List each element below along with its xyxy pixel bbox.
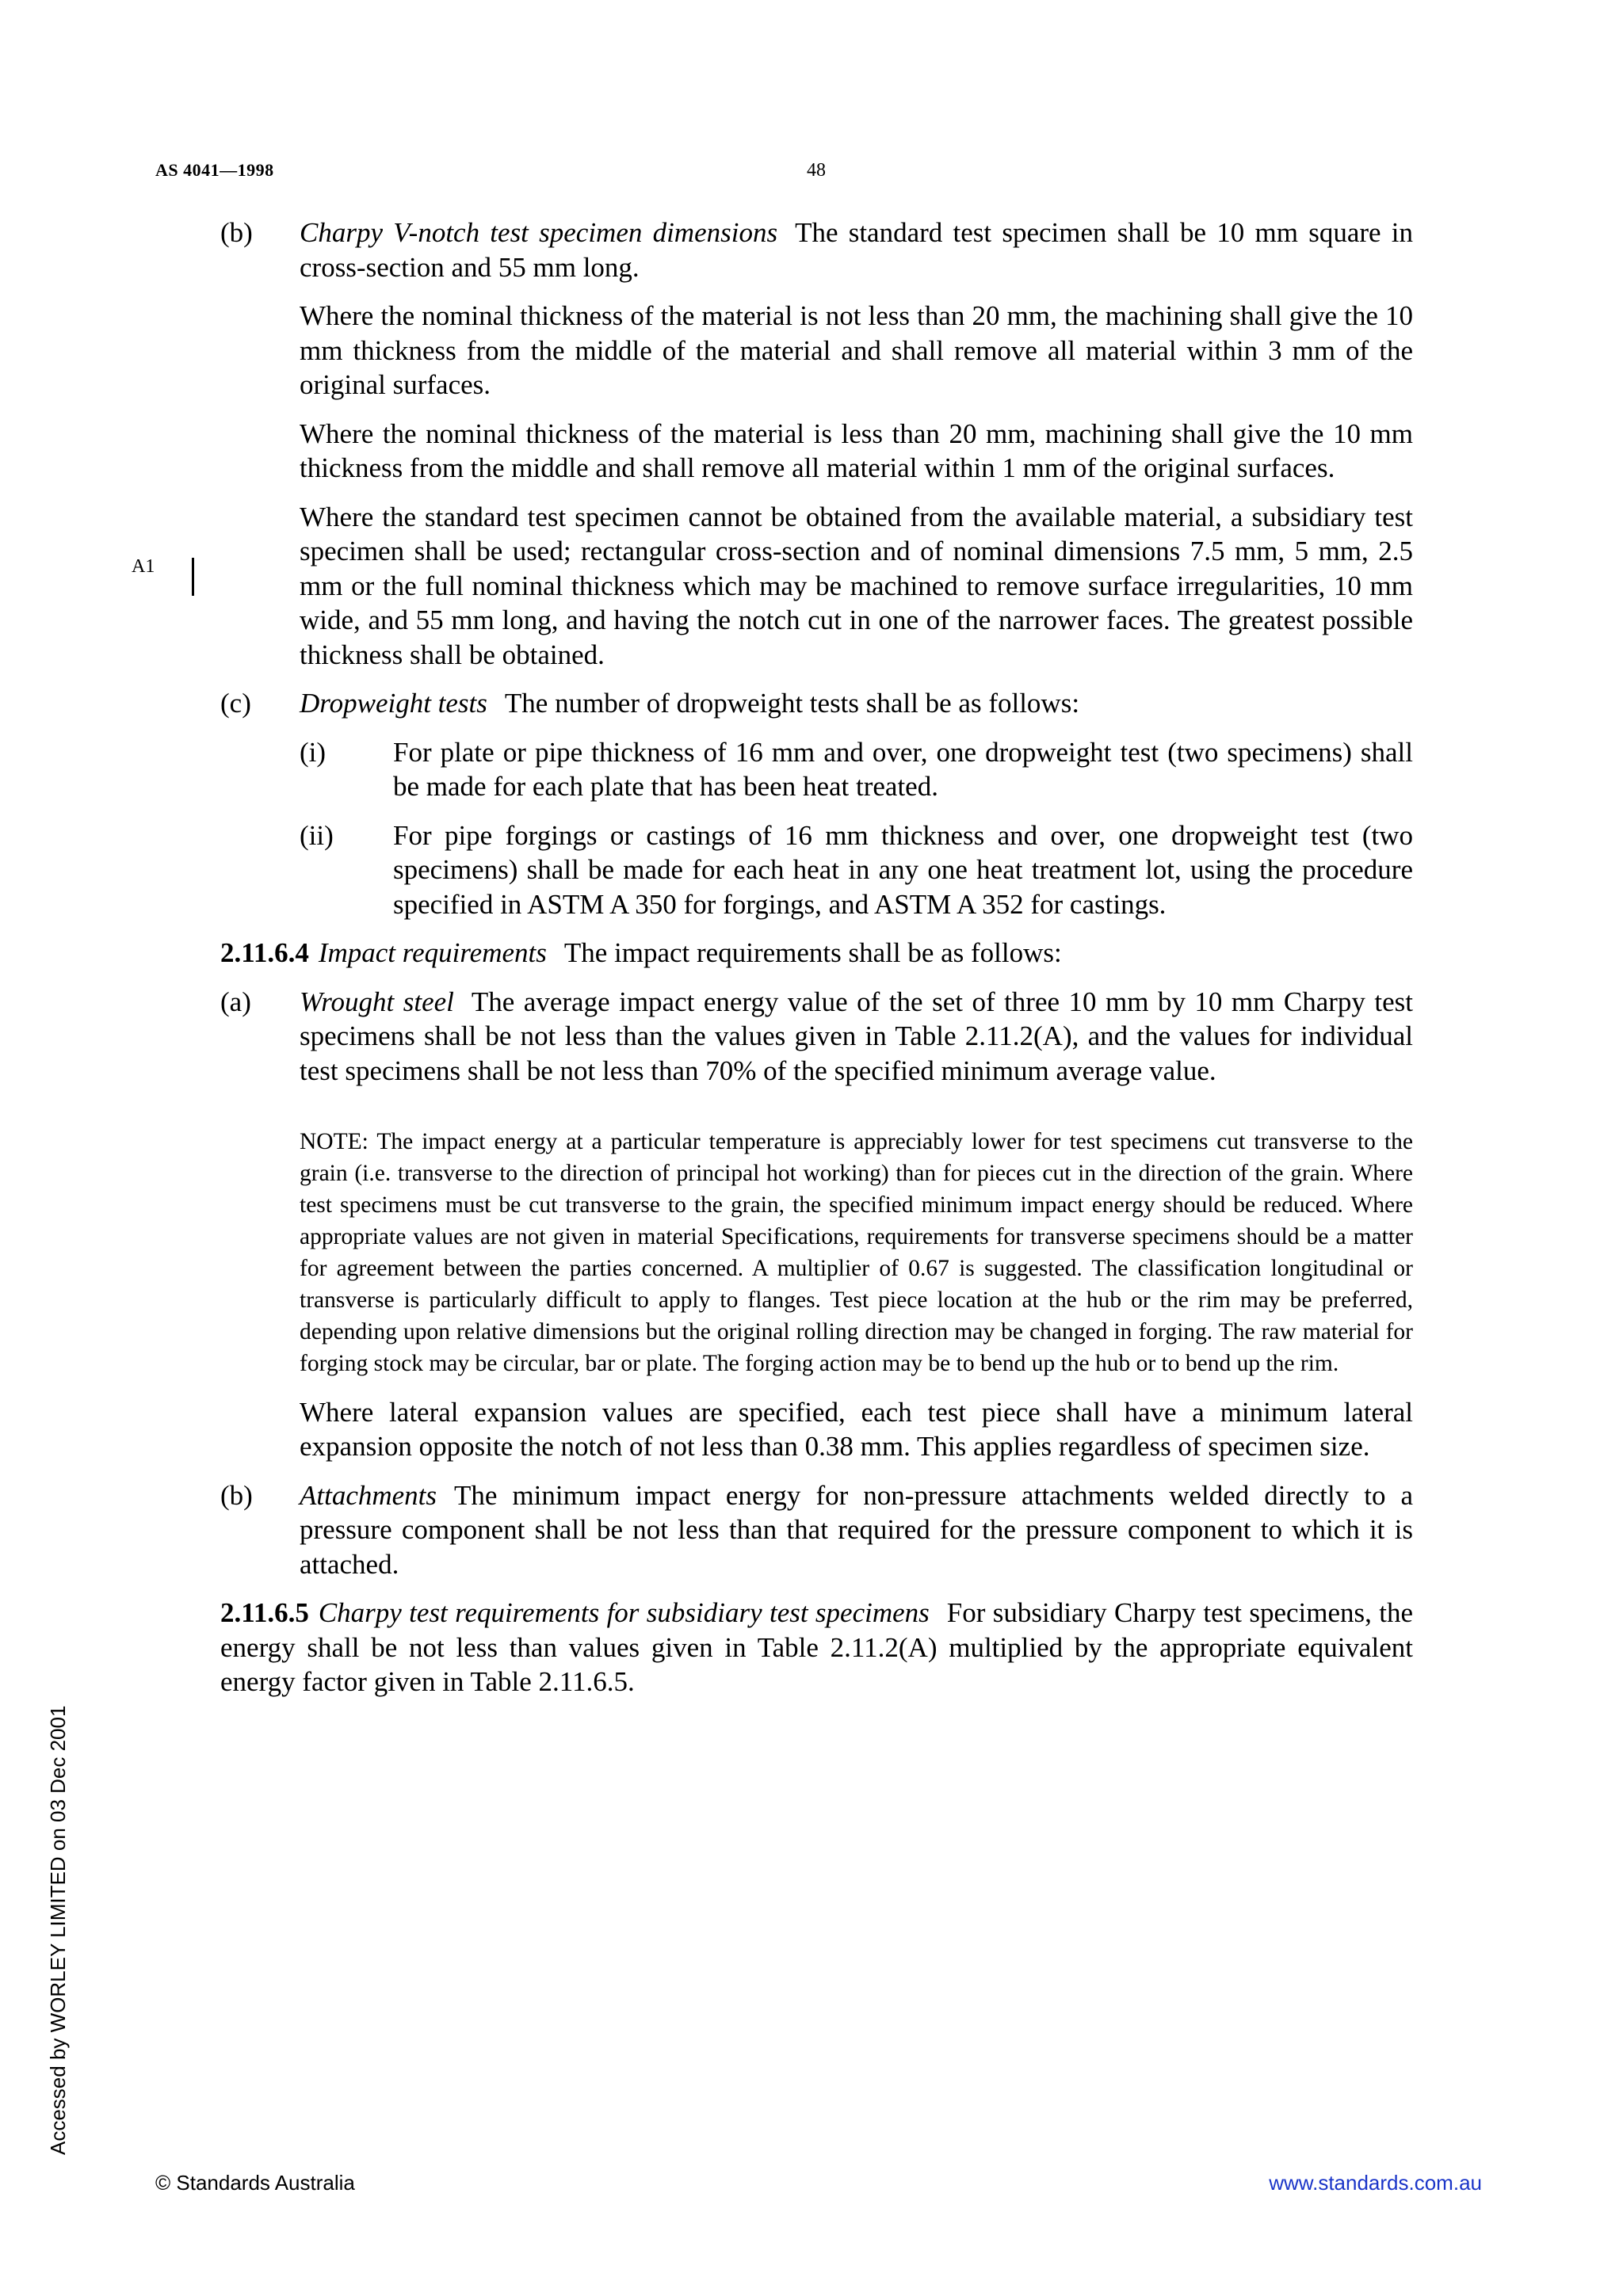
clause-text: The minimum impact energy for non-pressure attachments welded directly to a pressure component shall be not less than that required for the pressure component to which it is attached. (300, 1479, 1413, 1580)
clause-title: Charpy V-notch test specimen dimensions (300, 217, 778, 248)
clause-text: The number of dropweight tests shall be as follows: (504, 688, 1080, 719)
clause-b-dimensions (220, 215, 1413, 686)
section-2-11-6-4 (220, 936, 1413, 971)
section-text: For subsidiary Charpy test specimens, the energy shall be not less than values given in Table 2.11.2(A) multiplied by the appropriate equivalent energy factor given in Table 2.11.6.5. (220, 1597, 1413, 1697)
clause-label: (b) (220, 217, 253, 248)
clause-text: The standard test specimen shall be 10 mm square in cross-section and 55 mm long. (300, 217, 1413, 283)
clause-a-wrought-steel (220, 985, 1413, 1103)
clause-title: Attachments (300, 1479, 437, 1511)
website-link[interactable]: www.standards.com.au (1269, 2171, 1482, 2195)
section-title: Charpy test requirements for subsidiary test specimens (318, 1597, 930, 1628)
paragraph: Where the nominal thickness of the material is less than 20 mm, machining shall give the 10 mm thickness from the middle and shall remove all material within 1 mm of the original surfaces. (300, 418, 1413, 483)
amendment-mark: A1 (132, 556, 155, 577)
clause-title: Wrought steel (300, 986, 454, 1017)
clause-c-dropweight (220, 686, 1413, 936)
section-number: 2.11.6.4 (220, 937, 309, 968)
clause-label: (c) (220, 688, 251, 719)
clause-label: (a) (220, 986, 251, 1017)
sub-item (300, 818, 1413, 922)
sub-item-text: For pipe forgings or castings of 16 mm thickness and over, one dropweight test (two specimens) shall be made for each heat in any one heat treatment lot, using the procedure specified in ASTM A 350 for forgings, and ASTM A 352 for castings. (393, 819, 1413, 920)
section-number: 2.11.6.5 (220, 1597, 309, 1628)
section-2-11-6-5 (220, 1596, 1413, 1699)
page-body (220, 215, 1413, 1714)
paragraph: Where the nominal thickness of the material is not less than 20 mm, the machining shall give the 10 mm thickness from the middle of the material and shall remove all material within 3 mm of the original surfaces. (300, 300, 1413, 400)
sub-item-label: (ii) (300, 819, 334, 851)
section-title: Impact requirements (318, 937, 547, 968)
sub-item-label: (i) (300, 736, 327, 768)
change-bar (192, 558, 194, 596)
page-number: 48 (807, 160, 826, 181)
paragraph: Where lateral expansion values are specified, each test piece shall have a minimum lateral expansion opposite the notch of not less than 0.38 mm. This applies regardless of specimen size. (300, 1396, 1413, 1462)
note: NOTE: The impact energy at a particular temperature is appreciably lower for test specimens cut transverse to the grain (i.e. transverse to the direction of principal hot working) than for pieces cut in the direction of the grain. Where test specimens must be cut transverse to the grain, the specified minimum impact energy should be reduced. Where appropriate values are not given in material Specifications, requirements for transverse specimens should be a matter for agreement between the parties concerned. A multiplier of 0.67 is suggested. The classification longitudinal or transverse is particularly difficult to apply to flanges. Test piece location at the hub or the rim may be preferred, depending upon relative dimensions but the original rolling direction may be changed in forging. The raw material for forging stock may be circular, bar or plate. The forging action may be to bend up the hub or to bend up the rim. (300, 1128, 1413, 1376)
clause-text: The average impact energy value of the set of three 10 mm by 10 mm Charpy test specimens shall be not less than the values given in Table 2.11.2(A), and the values for individual test specimens shall be not less than 70% of the specified minimum average value. (300, 986, 1413, 1086)
clause-b-attachments (220, 1478, 1413, 1596)
access-notice: Accessed by WORLEY LIMITED on 03 Dec 2001 (46, 1705, 70, 2155)
section-text: The impact requirements shall be as follows: (563, 937, 1062, 968)
sub-item-text: For plate or pipe thickness of 16 mm and over, one dropweight test (two specimens) shall be made for each plate that has been heat treated. (393, 736, 1413, 802)
copyright: © Standards Australia (155, 2171, 355, 2195)
clause-label: (b) (220, 1479, 253, 1511)
clause-title: Dropweight tests (300, 688, 487, 719)
paragraph: Where the standard test specimen cannot be obtained from the available material, a subsidiary test specimen shall be used; rectangular cross-section and of nominal dimensions 7.5 mm, 5 mm, 2.5 mm or the full nominal thickness which may be machined to remove surface irregularities, 10 mm wide, and 55 mm long, and having the notch cut in one of the narrower faces. The greatest possible thickness shall be obtained. (300, 501, 1413, 670)
sub-item (300, 735, 1413, 804)
document-id: AS 4041—1998 (155, 160, 274, 180)
